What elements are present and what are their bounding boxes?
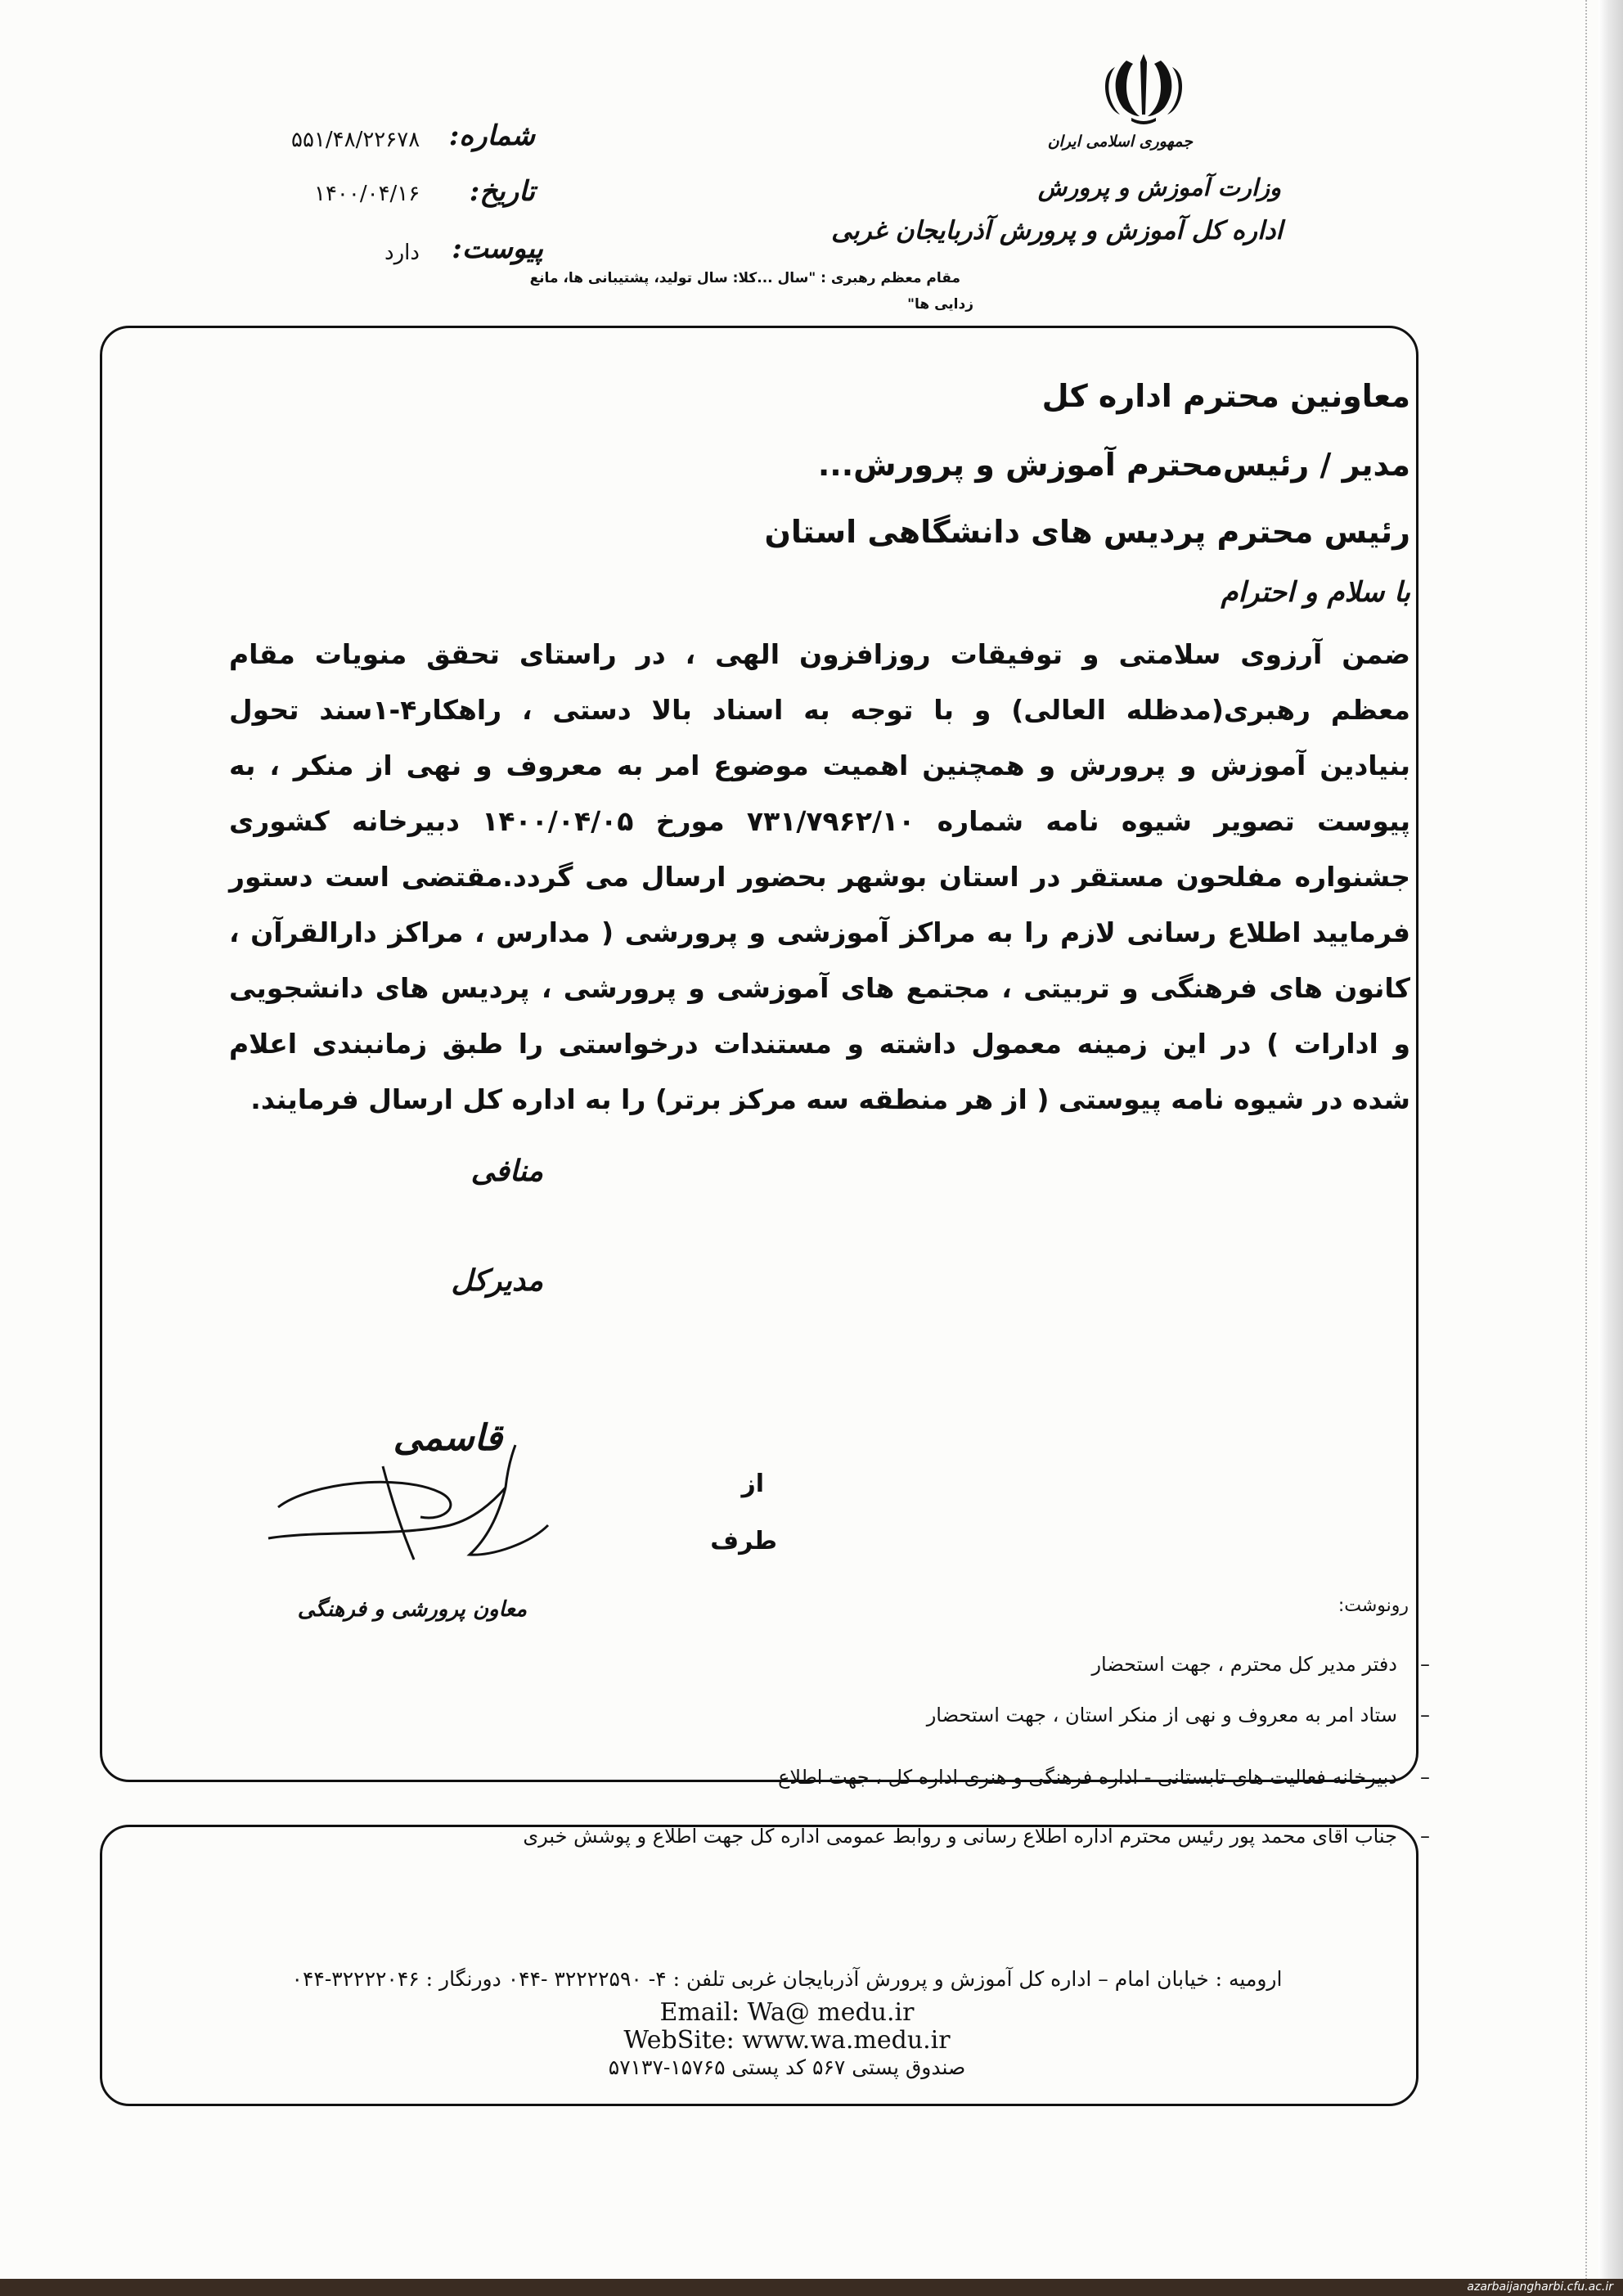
cc-item-text: ستاد امر به معروف و نهی از منکر استان ، جهت استحضار: [926, 1704, 1397, 1727]
stamp-name: منافی: [470, 1154, 543, 1188]
signer-name: قاسمی: [393, 1417, 502, 1459]
slogan-line-1: مقام معظم رهبری : "سال ...کلا: سال تولید، پشتیبانی ها، مانع: [529, 270, 960, 286]
body-line: ضمن آرزوی سلامتی و توفیقات روزافزون الهی ، در راستای تحقق منویات مقام: [229, 638, 1410, 670]
stamp-title: مدیرکل: [451, 1263, 543, 1298]
cc-item: – دبیرخانه فعالیت های تابستانی - اداره فرهنگی و هنری اداره کل ، جهت اطلاع: [778, 1766, 1430, 1789]
footer-postal: صندوق پستی ۵۶۷ کد پستی ۱۵۷۶۵-۵۷۱۳۷: [608, 2055, 966, 2079]
body-line: بنیادین آموزش و پرورش و همچنین اهمیت موضوع امر به معروف و نهی از منکر ، به: [229, 750, 1410, 781]
attachment-value: دارد: [384, 241, 420, 265]
recipient-2: مدیر / رئیس‌محترم آموزش و پرورش...: [817, 447, 1410, 483]
cc-item: – جناب آقای محمد پور رئیس محترم اداره اطلاع رسانی و روابط عمومی اداره کل جهت اطلاع و پوشش خبری: [523, 1825, 1430, 1848]
body-line: شده در شیوه نامه پیوستی ( از هر منطقه سه مرکز برتر) را به اداره کل ارسال فرمایند.: [250, 1083, 1410, 1115]
country-name: جمهوری اسلامی ایران: [1047, 133, 1193, 151]
footer-email: Email: Wa@ medu.ir: [659, 1998, 915, 2027]
ministry-name: وزارت آموزش و پرورش: [1037, 173, 1281, 201]
body-line: فرمایید اطلاع رسانی لازم را به مراکز آموزشی و پرورشی ( مدارس ، مراکز دارالقرآن ،: [229, 916, 1410, 948]
number-label: شماره:: [448, 119, 535, 152]
scan-bottom-bar: [0, 2279, 1623, 2296]
cc-item: – ستاد امر به معروف و نهی از منکر استان ، جهت استحضار: [926, 1704, 1430, 1727]
cc-heading: رونوشت:: [1338, 1596, 1409, 1616]
greeting: با سلام و احترام: [1221, 576, 1410, 609]
date-value: ۱۴۰۰/۰۴/۱۶: [314, 182, 420, 206]
body-line: جشنواره مفلحون مستقر در استان بوشهر بحضور ارسال می گردد.مقتضی است دستور: [229, 861, 1410, 893]
office-name: اداره کل آموزش و پرورش آذربایجان غربی: [831, 216, 1283, 245]
scanner-edge: [1598, 0, 1623, 2296]
slogan-line-2: زدایی ها": [907, 296, 973, 313]
date-label: تاریخ:: [469, 175, 535, 208]
signer-title: معاون پرورشی و فرهنگی: [297, 1597, 527, 1622]
scanner-line: [1585, 0, 1587, 2296]
recipient-3: رئیس محترم پردیس های دانشگاهی استان: [764, 514, 1410, 550]
cc-item: – دفتر مدیر کل محترم ، جهت استحضار: [1091, 1653, 1430, 1676]
attachment-label: پیوست:: [452, 232, 543, 265]
recipient-1: معاونین محترم اداره کل: [1041, 378, 1410, 414]
cc-item-text: دبیرخانه فعالیت های تابستانی - اداره فرهنگی و هنری اداره کل ، جهت اطلاع: [778, 1766, 1397, 1789]
body-line: پیوست تصویر شیوه نامه شماره ۷۳۱/۷۹۶۲/۱۰ مورخ ۱۴۰۰/۰۴/۰۵ دبیرخانه کشوری: [229, 805, 1410, 837]
footer-website: WebSite: www.wa.medu.ir: [623, 2026, 951, 2055]
footer-address: ارومیه : خیابان امام – اداره کل آموزش و پرورش آذربایجان غربی تلفن : ۴- ۳۲۲۲۲۵۹۰ -۰۴۴ دورنگار : ۳۲۲۲۲۰۴۶-۰۴۴: [291, 1967, 1283, 1991]
handwritten-signature: [260, 1440, 604, 1587]
cc-item-text: جناب آقای محمد پور رئیس محترم اداره اطلاع رسانی و روابط عمومی اداره کل جهت اطلاع و پوشش خبری: [523, 1825, 1397, 1848]
behalf-label: طرف: [710, 1527, 777, 1555]
number-value: ۵۵۱/۴۸/۲۲۶۷۸: [291, 128, 420, 152]
scan-site-label: azarbaijangharbi.cfu.ac.ir: [1467, 2280, 1613, 2294]
body-line: و ادارات ) در این زمینه معمول داشته و مستندات درخواستی را طبق زمانبندی اعلام: [229, 1028, 1410, 1060]
from-label: از: [741, 1470, 764, 1498]
cc-item-text: دفتر مدیر کل محترم ، جهت استحضار: [1091, 1653, 1397, 1676]
iran-emblem-icon: [1102, 51, 1185, 126]
body-line: کانون های فرهنگی و تربیتی ، مجتمع های آموزشی و پرورشی ، پردیس های دانشجویی: [229, 972, 1410, 1004]
body-line: معظم رهبری(مدظله العالی) و با توجه به اسناد بالا دستی ، راهکار۴-۱سند تحول: [229, 694, 1410, 726]
